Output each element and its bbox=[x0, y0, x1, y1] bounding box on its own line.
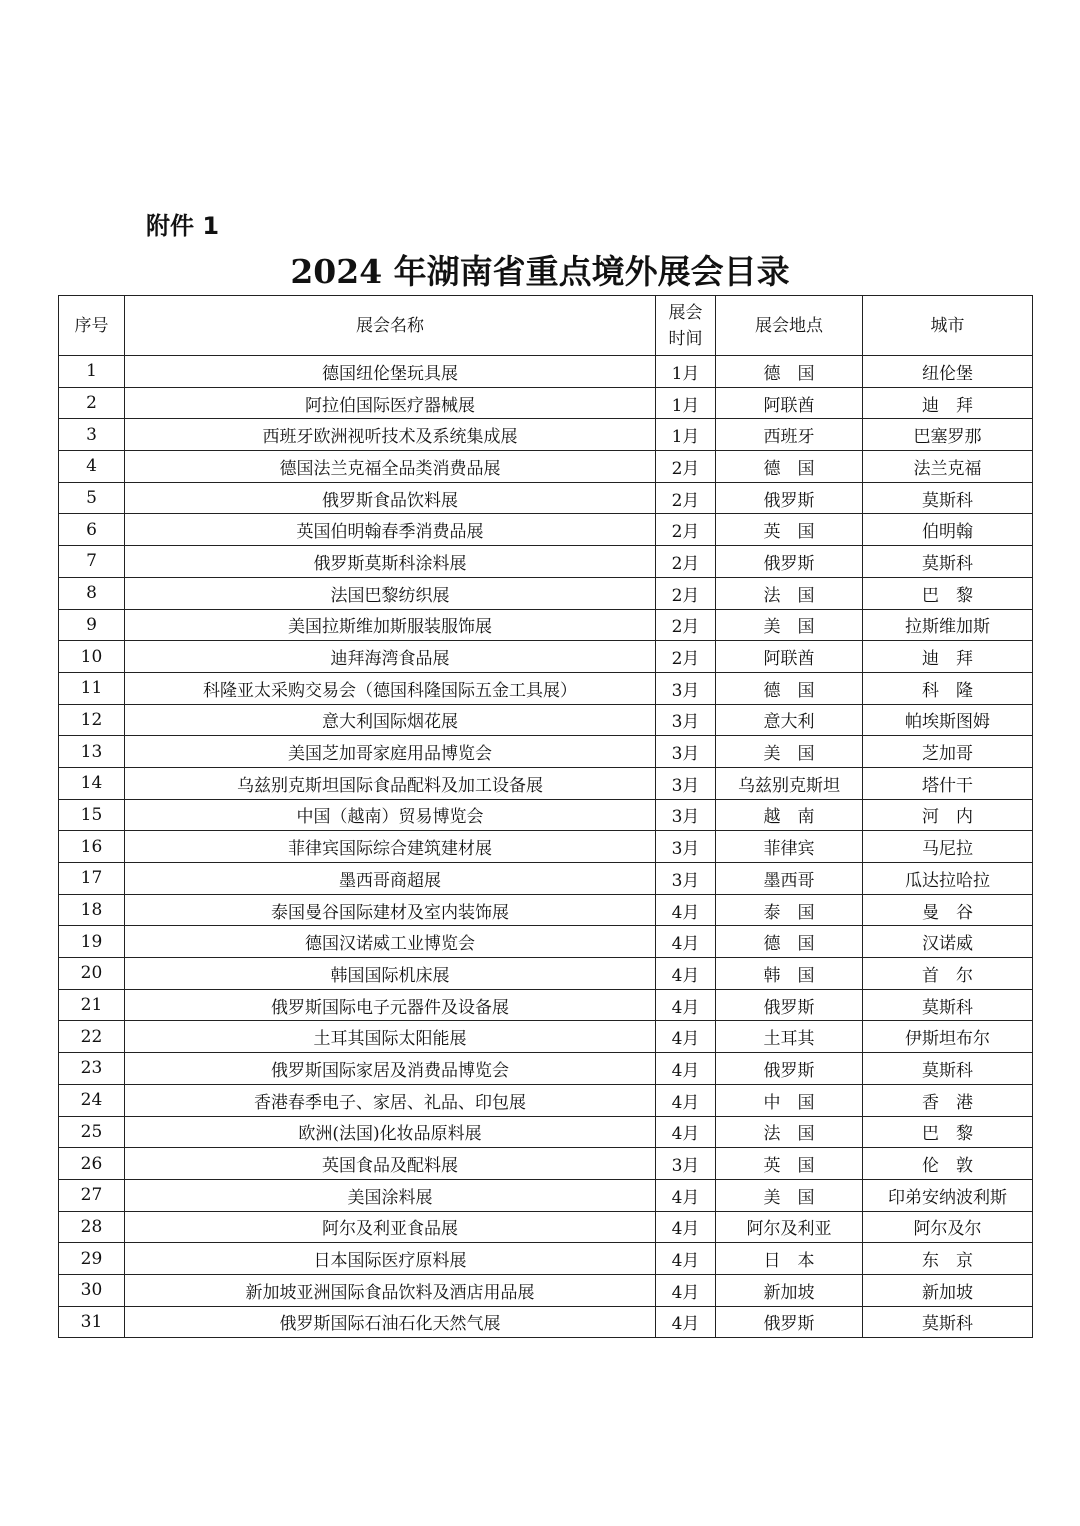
cell-index: 6 bbox=[59, 514, 125, 546]
cell-index: 16 bbox=[59, 831, 125, 863]
cell-city: 纽伦堡 bbox=[863, 356, 1033, 388]
cell-name: 俄罗斯莫斯科涂料展 bbox=[125, 546, 656, 578]
table-row bbox=[59, 1274, 1033, 1306]
cell-location: 俄罗斯 bbox=[716, 546, 863, 578]
cell-city: 迪 拜 bbox=[863, 641, 1033, 673]
table-row bbox=[59, 704, 1033, 736]
cell-name: 阿拉伯国际医疗器械展 bbox=[125, 387, 656, 419]
header-name: 展会名称 bbox=[125, 296, 656, 356]
cell-time: 4月 bbox=[656, 1021, 716, 1053]
cell-city: 巴塞罗那 bbox=[863, 419, 1033, 451]
table-row bbox=[59, 958, 1033, 990]
cell-city: 伊斯坦布尔 bbox=[863, 1021, 1033, 1053]
cell-name: 新加坡亚洲国际食品饮料及酒店用品展 bbox=[125, 1274, 656, 1306]
table-row bbox=[59, 641, 1033, 673]
cell-index: 25 bbox=[59, 1116, 125, 1148]
cell-location: 阿尔及利亚 bbox=[716, 1211, 863, 1243]
cell-city: 汉诺威 bbox=[863, 926, 1033, 958]
cell-index: 20 bbox=[59, 958, 125, 990]
cell-time: 2月 bbox=[656, 514, 716, 546]
cell-index: 11 bbox=[59, 672, 125, 704]
cell-name: 意大利国际烟花展 bbox=[125, 704, 656, 736]
cell-location: 英 国 bbox=[716, 514, 863, 546]
cell-name: 香港春季电子、家居、礼品、印包展 bbox=[125, 1084, 656, 1116]
cell-index: 17 bbox=[59, 863, 125, 895]
cell-time: 3月 bbox=[656, 799, 716, 831]
header-index: 序号 bbox=[59, 296, 125, 356]
cell-location: 德 国 bbox=[716, 672, 863, 704]
cell-name: 乌兹别克斯坦国际食品配料及加工设备展 bbox=[125, 767, 656, 799]
table-row bbox=[59, 546, 1033, 578]
cell-city: 阿尔及尔 bbox=[863, 1211, 1033, 1243]
cell-location: 德 国 bbox=[716, 356, 863, 388]
cell-location: 西班牙 bbox=[716, 419, 863, 451]
cell-time: 3月 bbox=[656, 767, 716, 799]
cell-time: 4月 bbox=[656, 1179, 716, 1211]
cell-index: 31 bbox=[59, 1306, 125, 1338]
cell-index: 19 bbox=[59, 926, 125, 958]
cell-index: 1 bbox=[59, 356, 125, 388]
cell-location: 俄罗斯 bbox=[716, 989, 863, 1021]
cell-city: 莫斯科 bbox=[863, 989, 1033, 1021]
header-city: 城市 bbox=[863, 296, 1033, 356]
cell-index: 14 bbox=[59, 767, 125, 799]
cell-name: 欧洲(法国)化妆品原料展 bbox=[125, 1116, 656, 1148]
table-row bbox=[59, 577, 1033, 609]
cell-index: 23 bbox=[59, 1053, 125, 1085]
cell-city: 莫斯科 bbox=[863, 1306, 1033, 1338]
cell-index: 2 bbox=[59, 387, 125, 419]
table-row bbox=[59, 419, 1033, 451]
table-row bbox=[59, 387, 1033, 419]
cell-time: 4月 bbox=[656, 1116, 716, 1148]
cell-city: 塔什干 bbox=[863, 767, 1033, 799]
table-row bbox=[59, 356, 1033, 388]
cell-index: 26 bbox=[59, 1148, 125, 1180]
cell-time: 3月 bbox=[656, 736, 716, 768]
cell-location: 新加坡 bbox=[716, 1274, 863, 1306]
cell-location: 菲律宾 bbox=[716, 831, 863, 863]
cell-time: 4月 bbox=[656, 926, 716, 958]
cell-location: 美 国 bbox=[716, 736, 863, 768]
cell-location: 韩 国 bbox=[716, 958, 863, 990]
cell-name: 德国纽伦堡玩具展 bbox=[125, 356, 656, 388]
table-row bbox=[59, 451, 1033, 483]
document-title: 2024 年湖南省重点境外展会目录 bbox=[290, 252, 790, 291]
cell-index: 21 bbox=[59, 989, 125, 1021]
cell-city: 河 内 bbox=[863, 799, 1033, 831]
cell-city: 新加坡 bbox=[863, 1274, 1033, 1306]
table-row bbox=[59, 1179, 1033, 1211]
cell-location: 德 国 bbox=[716, 926, 863, 958]
cell-index: 13 bbox=[59, 736, 125, 768]
cell-time: 1月 bbox=[656, 419, 716, 451]
cell-city: 东 京 bbox=[863, 1243, 1033, 1275]
cell-name: 英国伯明翰春季消费品展 bbox=[125, 514, 656, 546]
cell-location: 美 国 bbox=[716, 609, 863, 641]
table-row bbox=[59, 1148, 1033, 1180]
table-row bbox=[59, 672, 1033, 704]
cell-index: 4 bbox=[59, 451, 125, 483]
table-row bbox=[59, 767, 1033, 799]
cell-name: 俄罗斯国际家居及消费品博览会 bbox=[125, 1053, 656, 1085]
cell-location: 俄罗斯 bbox=[716, 1053, 863, 1085]
cell-time: 2月 bbox=[656, 577, 716, 609]
table-row bbox=[59, 989, 1033, 1021]
cell-location: 阿联酋 bbox=[716, 641, 863, 673]
cell-index: 24 bbox=[59, 1084, 125, 1116]
cell-city: 莫斯科 bbox=[863, 546, 1033, 578]
cell-city: 巴 黎 bbox=[863, 577, 1033, 609]
table-row bbox=[59, 926, 1033, 958]
cell-index: 28 bbox=[59, 1211, 125, 1243]
cell-location: 中 国 bbox=[716, 1084, 863, 1116]
header-time-line1: 展会 bbox=[668, 302, 703, 323]
cell-time: 4月 bbox=[656, 1274, 716, 1306]
cell-city: 莫斯科 bbox=[863, 1053, 1033, 1085]
cell-location: 法 国 bbox=[716, 1116, 863, 1148]
cell-location: 墨西哥 bbox=[716, 863, 863, 895]
cell-index: 15 bbox=[59, 799, 125, 831]
cell-name: 韩国国际机床展 bbox=[125, 958, 656, 990]
cell-location: 阿联酋 bbox=[716, 387, 863, 419]
header-time bbox=[656, 296, 716, 356]
cell-name: 墨西哥商超展 bbox=[125, 863, 656, 895]
cell-location: 日 本 bbox=[716, 1243, 863, 1275]
cell-name: 西班牙欧洲视听技术及系统集成展 bbox=[125, 419, 656, 451]
cell-city: 曼 谷 bbox=[863, 894, 1033, 926]
cell-time: 3月 bbox=[656, 863, 716, 895]
table-row bbox=[59, 831, 1033, 863]
cell-location: 法 国 bbox=[716, 577, 863, 609]
cell-name: 俄罗斯国际电子元器件及设备展 bbox=[125, 989, 656, 1021]
cell-time: 4月 bbox=[656, 1243, 716, 1275]
cell-city: 科 隆 bbox=[863, 672, 1033, 704]
table-row bbox=[59, 1243, 1033, 1275]
table-row bbox=[59, 1211, 1033, 1243]
table-row bbox=[59, 1053, 1033, 1085]
cell-location: 德 国 bbox=[716, 451, 863, 483]
cell-index: 29 bbox=[59, 1243, 125, 1275]
cell-city: 首 尔 bbox=[863, 958, 1033, 990]
cell-index: 7 bbox=[59, 546, 125, 578]
cell-name: 美国拉斯维加斯服装服饰展 bbox=[125, 609, 656, 641]
cell-name: 法国巴黎纺织展 bbox=[125, 577, 656, 609]
attachment-label: 附件 1 bbox=[146, 212, 220, 240]
cell-name: 菲律宾国际综合建筑建材展 bbox=[125, 831, 656, 863]
cell-location: 乌兹别克斯坦 bbox=[716, 767, 863, 799]
cell-city: 迪 拜 bbox=[863, 387, 1033, 419]
table-row bbox=[59, 1021, 1033, 1053]
cell-index: 8 bbox=[59, 577, 125, 609]
cell-city: 伦 敦 bbox=[863, 1148, 1033, 1180]
cell-index: 22 bbox=[59, 1021, 125, 1053]
cell-name: 科隆亚太采购交易会（德国科隆国际五金工具展） bbox=[125, 672, 656, 704]
cell-city: 帕埃斯图姆 bbox=[863, 704, 1033, 736]
table-row bbox=[59, 609, 1033, 641]
cell-location: 俄罗斯 bbox=[716, 1306, 863, 1338]
table-row bbox=[59, 736, 1033, 768]
cell-location: 泰 国 bbox=[716, 894, 863, 926]
cell-index: 5 bbox=[59, 482, 125, 514]
table-row bbox=[59, 799, 1033, 831]
cell-city: 莫斯科 bbox=[863, 482, 1033, 514]
cell-time: 2月 bbox=[656, 546, 716, 578]
cell-time: 2月 bbox=[656, 451, 716, 483]
cell-time: 1月 bbox=[656, 387, 716, 419]
cell-name: 土耳其国际太阳能展 bbox=[125, 1021, 656, 1053]
cell-city: 法兰克福 bbox=[863, 451, 1033, 483]
cell-city: 印弟安纳波利斯 bbox=[863, 1179, 1033, 1211]
table-row bbox=[59, 514, 1033, 546]
cell-location: 俄罗斯 bbox=[716, 482, 863, 514]
table-row bbox=[59, 1084, 1033, 1116]
cell-city: 马尼拉 bbox=[863, 831, 1033, 863]
cell-index: 18 bbox=[59, 894, 125, 926]
cell-index: 3 bbox=[59, 419, 125, 451]
cell-time: 4月 bbox=[656, 958, 716, 990]
cell-name: 美国芝加哥家庭用品博览会 bbox=[125, 736, 656, 768]
table-row bbox=[59, 894, 1033, 926]
cell-location: 越 南 bbox=[716, 799, 863, 831]
cell-location: 美 国 bbox=[716, 1179, 863, 1211]
cell-time: 4月 bbox=[656, 1084, 716, 1116]
cell-time: 3月 bbox=[656, 831, 716, 863]
cell-name: 英国食品及配料展 bbox=[125, 1148, 656, 1180]
cell-name: 阿尔及利亚食品展 bbox=[125, 1211, 656, 1243]
cell-city: 巴 黎 bbox=[863, 1116, 1033, 1148]
cell-index: 9 bbox=[59, 609, 125, 641]
cell-city: 瓜达拉哈拉 bbox=[863, 863, 1033, 895]
cell-city: 伯明翰 bbox=[863, 514, 1033, 546]
cell-time: 3月 bbox=[656, 1148, 716, 1180]
table-row bbox=[59, 482, 1033, 514]
cell-location: 土耳其 bbox=[716, 1021, 863, 1053]
cell-index: 30 bbox=[59, 1274, 125, 1306]
table-header-row bbox=[59, 296, 1033, 356]
cell-time: 4月 bbox=[656, 894, 716, 926]
cell-city: 芝加哥 bbox=[863, 736, 1033, 768]
cell-city: 香 港 bbox=[863, 1084, 1033, 1116]
header-location: 展会地点 bbox=[716, 296, 863, 356]
exhibition-table bbox=[58, 295, 1033, 1338]
cell-time: 3月 bbox=[656, 704, 716, 736]
cell-time: 4月 bbox=[656, 989, 716, 1021]
table-body bbox=[59, 356, 1033, 1338]
table-row bbox=[59, 1306, 1033, 1338]
cell-name: 迪拜海湾食品展 bbox=[125, 641, 656, 673]
cell-time: 4月 bbox=[656, 1306, 716, 1338]
cell-time: 1月 bbox=[656, 356, 716, 388]
cell-index: 27 bbox=[59, 1179, 125, 1211]
cell-name: 中国（越南）贸易博览会 bbox=[125, 799, 656, 831]
cell-time: 2月 bbox=[656, 609, 716, 641]
cell-name: 俄罗斯国际石油石化天然气展 bbox=[125, 1306, 656, 1338]
cell-city: 拉斯维加斯 bbox=[863, 609, 1033, 641]
cell-time: 2月 bbox=[656, 482, 716, 514]
cell-time: 4月 bbox=[656, 1053, 716, 1085]
cell-time: 2月 bbox=[656, 641, 716, 673]
cell-name: 泰国曼谷国际建材及室内装饰展 bbox=[125, 894, 656, 926]
header-time-line2: 时间 bbox=[668, 328, 703, 349]
cell-index: 10 bbox=[59, 641, 125, 673]
cell-name: 德国汉诺威工业博览会 bbox=[125, 926, 656, 958]
cell-location: 意大利 bbox=[716, 704, 863, 736]
cell-location: 英 国 bbox=[716, 1148, 863, 1180]
cell-name: 美国涂料展 bbox=[125, 1179, 656, 1211]
cell-index: 12 bbox=[59, 704, 125, 736]
table-row bbox=[59, 863, 1033, 895]
table-row bbox=[59, 1116, 1033, 1148]
cell-name: 俄罗斯食品饮料展 bbox=[125, 482, 656, 514]
cell-name: 日本国际医疗原料展 bbox=[125, 1243, 656, 1275]
cell-time: 3月 bbox=[656, 672, 716, 704]
cell-time: 4月 bbox=[656, 1211, 716, 1243]
cell-name: 德国法兰克福全品类消费品展 bbox=[125, 451, 656, 483]
